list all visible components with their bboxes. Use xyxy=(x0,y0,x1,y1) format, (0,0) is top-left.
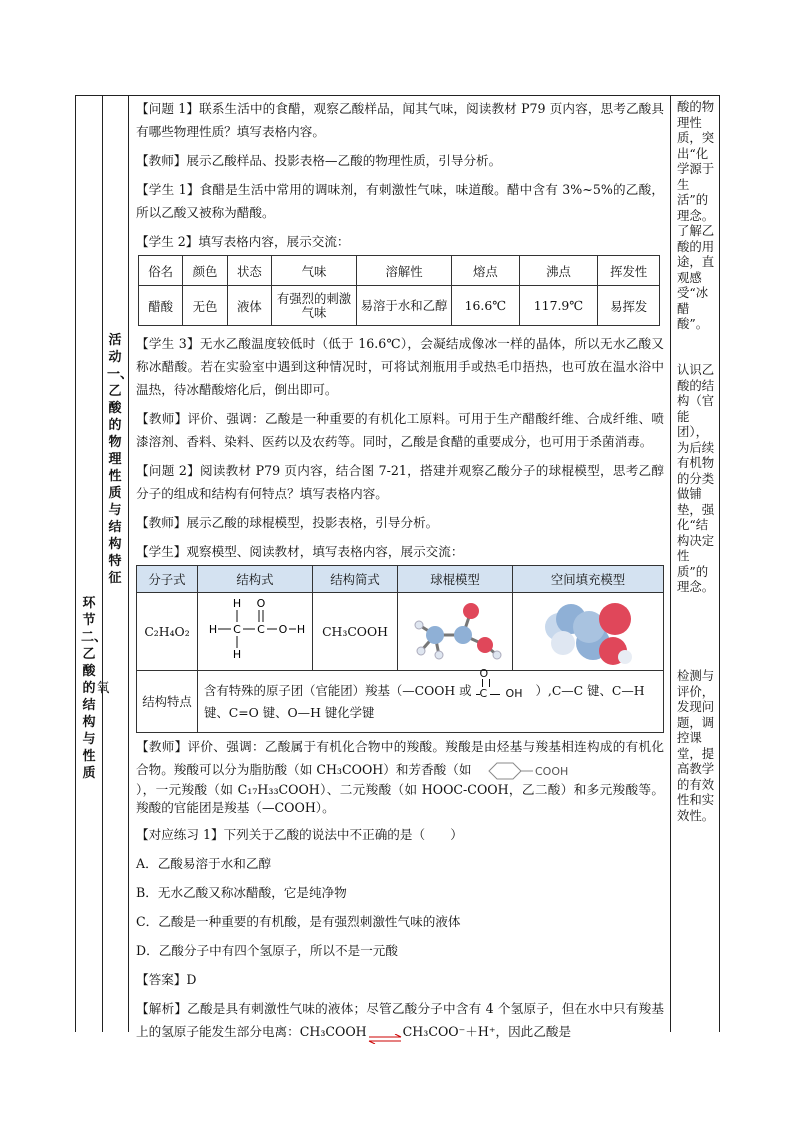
question-2: 【问题 2】阅读教材 P79 页内容，结合图 7-21，搭建并观察乙酸分子的球棍模型，思考乙醇分子的组成和结构有何特点？填写表格内容。 xyxy=(136,463,664,501)
divider-3 xyxy=(670,95,671,1032)
student-2: 【学生 2】填写表格内容，展示交流： xyxy=(136,234,350,249)
t1-cell: 无色 xyxy=(183,286,227,326)
option-a: A．乙酸易溶于水和乙醇 xyxy=(136,856,272,871)
exercise-title: 【对应练习 1】下列关于乙酸的说法中不正确的是（ ） xyxy=(136,827,463,842)
t1-cell: 117.9℃ xyxy=(519,286,598,326)
atom-o: O xyxy=(256,597,266,610)
divider-2 xyxy=(128,95,129,1032)
space-filling-image xyxy=(533,597,643,667)
physical-properties-table xyxy=(138,255,660,326)
answer: 【答案】D xyxy=(136,972,197,987)
atom-h: H xyxy=(232,597,242,610)
ball-stick-image xyxy=(405,597,505,667)
note-1: 酸的物理性质，突出“化学源于生活”的理念。了解乙酸的用途，直观感受“冰醋酸”。 xyxy=(677,99,715,331)
option-d: D．乙酸分子中有四个氢原子，所以不是一元酸 xyxy=(136,943,398,958)
benzoic-acid-drawing xyxy=(475,761,595,781)
t1-cell: 易挥发 xyxy=(598,286,660,326)
teacher-4-text-a: 【教师】评价、强调：乙酸属于有机化合物中的羧酸。羧酸是由烃基与羧基相连构成的有机化合物。羧酸可以分为脂肪酸（如 CH₃COOH）和芳香酸（如 xyxy=(136,739,664,777)
molecular-formula: C₂H₄O₂ xyxy=(137,593,198,671)
carboxyl-c: C xyxy=(479,687,488,700)
section-note: 氧 xyxy=(96,681,110,696)
teacher-4-part-a xyxy=(136,735,664,781)
t1-cell: 16.6℃ xyxy=(452,286,520,326)
activity-label: 活动一、乙酸的物理性质与结构特征 xyxy=(107,333,134,586)
t1-cell: 醋酸 xyxy=(139,286,183,326)
structural-simple: CH₃COOH xyxy=(313,593,398,671)
student-3: 【学生 3】无水乙酸温度较低时（低于 16.6℃），会凝结成像冰一样的晶体，所以无水乙酸又称冰醋酸。若在实验室中遇到这种情况时，可将试剂瓶用手或热毛巾捂热，也可放在温水浴中温热，待冰醋酸熔化后，倒出即可。 xyxy=(136,336,664,397)
teacher-2: 【教师】评价、强调：乙酸是一种重要的有机化工原料。可用于生产醋酸纤维、合成纤维、喷漆溶剂、香料、染料、医药以及农药等。同时，乙酸是食醋的重要成分，也可用于杀菌消毒。 xyxy=(136,411,664,449)
note-3: 检测与评价，发现问题，调控课堂，提高教学的有效性和实效性。 xyxy=(677,668,715,823)
t1-header: 挥发性 xyxy=(598,256,660,286)
divider-1 xyxy=(102,95,103,1032)
benzoic-cooh: COOH xyxy=(535,764,569,778)
structure-table xyxy=(136,565,664,733)
t1-cell: 液体 xyxy=(227,286,271,326)
option-b: B．无水乙酸又称冰醋酸，它是纯净物 xyxy=(136,885,347,900)
atom-h: H xyxy=(208,623,218,636)
feature-text-a: 含有特殊的原子团（官能团）羧基（—COOH 或 xyxy=(204,682,472,698)
t1-header: 俗名 xyxy=(139,256,183,286)
feature-label: 结构特点 xyxy=(137,671,198,733)
double-bond xyxy=(482,679,490,687)
t1-header: 溶解性 xyxy=(357,256,452,286)
bond-right xyxy=(490,694,500,695)
ball-stick-model xyxy=(398,593,513,671)
note-2: 认识乙酸的结构（官能团），为后续有机物的分类做铺垫，强化“结构决定性质”的理念。 xyxy=(677,362,715,594)
t1-cell: 易溶于水和乙醇 xyxy=(357,286,452,326)
t2-header: 球棍模型 xyxy=(398,566,513,593)
analysis-text-a: 【解析】乙酸是具有刺激性气味的液体；尽管乙酸分子中含有 4 个氢原子，但在水中只有羧基上的氢原子能发生部分电离：CH₃COOH xyxy=(136,1001,664,1039)
space-filling-model xyxy=(513,593,664,671)
t2-header: 结构简式 xyxy=(313,566,398,593)
analysis-text-b: CH₃COO⁻＋H⁺，因此乙酸是 xyxy=(402,1024,572,1039)
benzoic-acid-structure xyxy=(475,761,595,781)
t1-header: 沸点 xyxy=(519,256,598,286)
carboxyl-o: O xyxy=(479,667,489,680)
t1-header: 颜色 xyxy=(183,256,227,286)
t1-header: 熔点 xyxy=(452,256,520,286)
atom-c: C xyxy=(233,623,241,636)
student-4: 【学生】观察模型、阅读教材，填写表格内容，展示交流： xyxy=(136,544,464,559)
feature-text xyxy=(198,667,664,733)
feature-text-b: ）,C—C 键、C—H 键、C=O 键、O—H 键化学键 xyxy=(204,682,645,720)
t2-header: 分子式 xyxy=(137,566,198,593)
structural-formula xyxy=(198,593,313,671)
teacher-4-part-b: ），一元羧酸（如 C₁₇H₃₃COOH）、二元羧酸（如 HOOC-COOH，乙二酸）和多元羧酸等。羧酸的官能团是羧基（—COOH）。 xyxy=(136,782,664,815)
carboxyl-oh: OH xyxy=(505,687,523,700)
t1-cell: 有强烈的刺激气味 xyxy=(272,286,357,326)
analysis xyxy=(136,997,664,1043)
atom-h: H xyxy=(232,648,242,661)
t2-header: 结构式 xyxy=(198,566,313,593)
structural-formula-drawing xyxy=(203,595,307,665)
question-1: 【问题 1】联系生活中的食醋，观察乙酸样品，闻其气味，阅读教材 P79 页内容，思考乙酸具有哪些物理性质？填写表格内容。 xyxy=(136,101,664,139)
atom-h: H xyxy=(296,623,306,636)
equilibrium-arrow xyxy=(367,1028,403,1038)
teacher-1: 【教师】展示乙酸样品、投影表格—乙酸的物理性质，引导分析。 xyxy=(136,153,502,168)
student-1: 【学生 1】食醋是生活中常用的调味剂，有刺激性气味，味道酸。醋中含有 3%~5%的乙酸，所以乙酸又被称为醋酸。 xyxy=(136,182,664,220)
main-content xyxy=(136,97,664,1049)
t1-header: 状态 xyxy=(227,256,271,286)
t1-header: 气味 xyxy=(272,256,357,286)
atom-c: C xyxy=(257,623,265,636)
bond-left xyxy=(476,694,480,695)
teacher-3: 【教师】展示乙酸的球棍模型，投影表格，引导分析。 xyxy=(136,515,439,530)
t2-header: 空间填充模型 xyxy=(513,566,664,593)
section-label: 环节二、乙酸的结构与性质 xyxy=(81,596,108,781)
atom-o: O xyxy=(278,623,288,636)
carboxyl-structure xyxy=(476,667,532,701)
option-c: C．乙酸是一种重要的有机酸，是有强烈刺激性气味的液体 xyxy=(136,914,461,929)
